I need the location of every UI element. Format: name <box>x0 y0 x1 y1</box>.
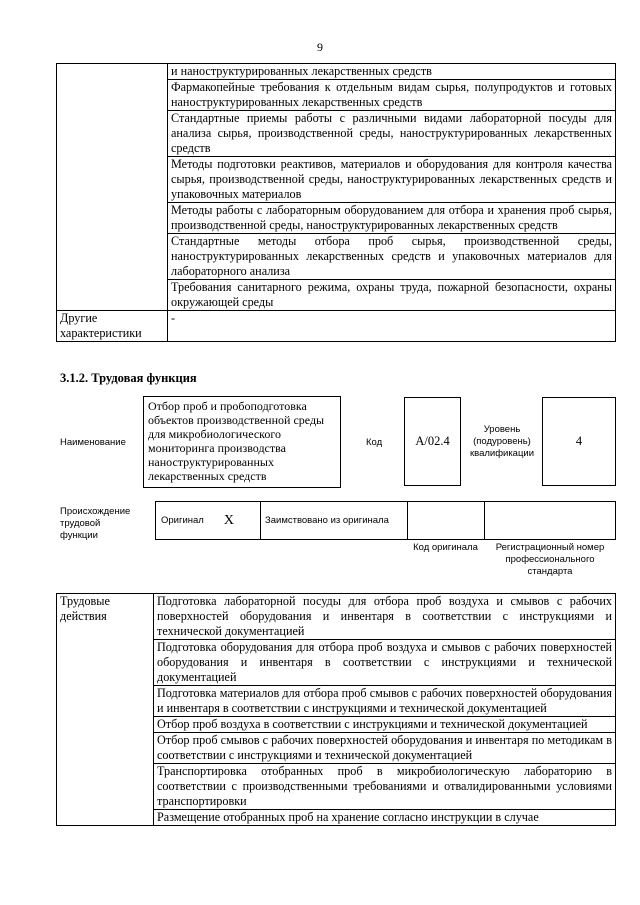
table-cell: Транспортировка отобранных проб в микробиологическую лабораторию в соответствии с производственными требованиями и отвалидированными условиями транспортировки <box>154 764 616 810</box>
other-characteristics-label: Другие характеристики <box>57 311 168 342</box>
table-row <box>57 594 616 640</box>
function-name-value: Отбор проб и пробоподготовка объектов производственной среды для микробиологического мониторинга производства наноструктурированных лекарственных средств <box>143 396 341 488</box>
qualification-level-label: Уровень (подуровень) квалификации <box>469 424 535 459</box>
table-row <box>57 64 616 80</box>
function-code-value: А/02.4 <box>404 397 461 486</box>
table-cell: Стандартные приемы работы с различными видами лабораторной посуды для анализа сырья, производственной среды, наноструктурированных лекарственных средств <box>168 111 616 157</box>
other-characteristics-value: - <box>168 311 616 342</box>
table-cell: Подготовка лабораторной посуды для отбора проб воздуха и смывов с рабочих поверхностей оборудования и инвентаря в соответствии с инструкциями и технической документацией <box>154 594 616 640</box>
knowledge-table <box>56 63 616 342</box>
table-cell: и наноструктурированных лекарственных средств <box>168 64 616 80</box>
table-cell: Стандартные методы отбора проб сырья, производственной среды, наноструктурированных лекарственных средств и упаковочных материалов для лабораторного анализа <box>168 234 616 280</box>
original-cell <box>156 502 261 539</box>
section-title: 3.1.2. Трудовая функция <box>60 371 197 385</box>
table-row <box>57 311 616 342</box>
table-cell: Отбор проб воздуха в соответствии с инструкциями и технической документацией <box>154 717 616 733</box>
code-original-cell <box>408 502 485 539</box>
table-cell: Методы подготовки реактивов, материалов и оборудования для контроля качества сырья, производственной среды, наноструктурированных лекарственных средств и упаковочных материалов <box>168 157 616 203</box>
labor-actions-table <box>56 593 616 826</box>
table-cell: Фармакопейные требования к отдельным видам сырья, полупродуктов и готовых наноструктурированных лекарственных средств <box>168 80 616 111</box>
reg-number-caption: Регистрационный номер профессионального стандарта <box>495 542 605 577</box>
table-cell: Подготовка материалов для отбора проб смывов с рабочих поверхностей оборудования и инвентаря в соответствии с инструкциями и технической документацией <box>154 686 616 717</box>
table-cell: Отбор проб смывов с рабочих поверхностей оборудования и инвентаря по методикам в соответствии с инструкциями и технической документацией <box>154 733 616 764</box>
table-cell: Требования санитарного режима, охраны труда, пожарной безопасности, охраны окружающей среды <box>168 280 616 311</box>
original-label: Оригинал <box>161 515 204 526</box>
table-cell: Подготовка оборудования для отбора проб воздуха и смывов с рабочих поверхностей оборудования и инвентаря в соответствии с инструкциями и технической документацией <box>154 640 616 686</box>
code-original-caption: Код оригинала <box>413 542 478 553</box>
origin-row <box>155 501 616 540</box>
original-mark: X <box>223 512 234 528</box>
borrowed-cell <box>261 502 408 539</box>
reg-number-cell <box>485 502 615 539</box>
qualification-level-value: 4 <box>542 397 616 486</box>
table-cell: Размещение отобранных проб на хранение согласно инструкции в случае <box>154 810 616 826</box>
code-label: Код <box>366 437 383 448</box>
row-label-cell <box>57 64 168 311</box>
page-number: 9 <box>317 40 323 54</box>
name-label: Наименование <box>60 437 126 448</box>
borrowed-label: Заимствовано из оригинала <box>265 515 389 526</box>
table-cell: Методы работы с лабораторным оборудованием для отбора и хранения проб сырья, производственной среды, наноструктурированных лекарственных средств <box>168 203 616 234</box>
origin-label: Происхождение трудовой функции <box>60 506 131 541</box>
labor-actions-label: Трудовые действия <box>57 594 154 826</box>
